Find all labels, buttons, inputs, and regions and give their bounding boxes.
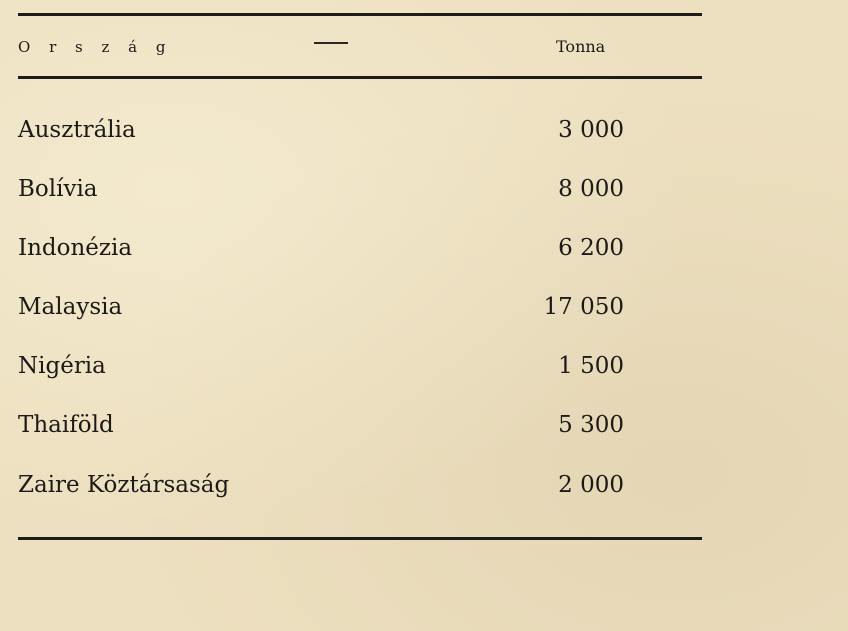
column-header-country: O r s z á g	[18, 38, 173, 56]
row-country: Thaiföld	[18, 412, 114, 438]
table-bottom-rule	[18, 537, 702, 540]
row-tonnes: 3 000	[558, 117, 624, 143]
row-tonnes: 5 300	[558, 412, 624, 438]
row-tonnes: 6 200	[558, 235, 624, 261]
table-row	[0, 294, 848, 334]
row-country: Zaire Köztársaság	[18, 472, 230, 498]
row-tonnes: 1 500	[558, 353, 624, 379]
table-row	[0, 472, 848, 512]
table-row	[0, 412, 848, 452]
table-top-rule	[18, 13, 702, 16]
row-country: Indonézia	[18, 235, 133, 261]
table-row	[0, 117, 848, 157]
table-row	[0, 353, 848, 393]
table-row	[0, 176, 848, 216]
row-country: Nigéria	[18, 353, 106, 379]
column-header-tonnes: Tonna	[556, 37, 606, 56]
row-country: Ausztrália	[18, 117, 136, 143]
row-country: Malaysia	[18, 294, 123, 320]
dash-mark	[314, 42, 348, 44]
row-tonnes: 17 050	[543, 294, 624, 320]
row-country: Bolívia	[18, 176, 98, 202]
table-header-rule	[18, 76, 702, 79]
row-tonnes: 8 000	[558, 176, 624, 202]
row-tonnes: 2 000	[558, 472, 624, 498]
table-row	[0, 235, 848, 275]
